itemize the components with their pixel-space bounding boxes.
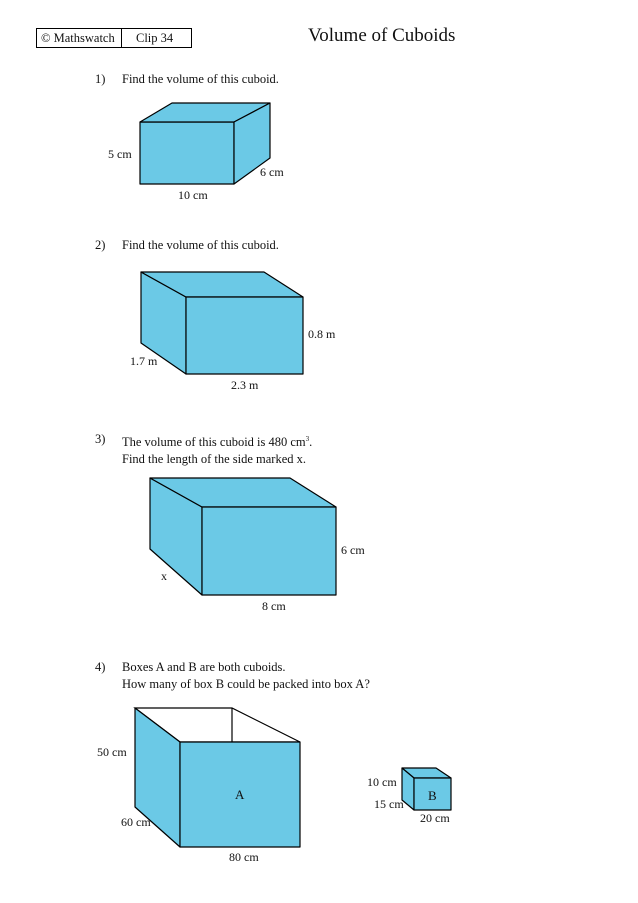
q3-length-label: 8 cm [262, 599, 286, 613]
question-4-line-2: How many of box B could be packed into box A? [122, 677, 370, 691]
question-1-text: Find the volume of this cuboid. [122, 72, 279, 86]
page-title: Volume of Cuboids [308, 25, 456, 46]
question-2-text: Find the volume of this cuboid. [122, 238, 279, 252]
box-b-length-label: 20 cm [420, 811, 450, 825]
cuboid-1-front [140, 122, 234, 184]
box-b-name: B [428, 788, 437, 803]
question-4-number: 4) [95, 660, 106, 674]
box-b-height-label: 10 cm [367, 775, 397, 789]
question-3-text [122, 431, 312, 468]
box-b [402, 768, 451, 810]
q1-height-label: 5 cm [108, 147, 132, 161]
box-a-length-label: 80 cm [229, 850, 259, 864]
q2-length-label: 2.3 m [231, 378, 259, 392]
q3-height-label: 6 cm [341, 543, 365, 557]
question-3-line-2: Find the length of the side marked x. [122, 452, 306, 466]
cuboid-2-front [186, 297, 303, 374]
box-a-height-label: 50 cm [97, 745, 127, 759]
q1-depth-label: 6 cm [260, 165, 284, 179]
question-3-line-1: The volume of this cuboid is 480 $cm^3$. [122, 435, 313, 449]
q3-depth-label: x [161, 569, 167, 583]
cuboid-2 [141, 272, 303, 374]
box-a-depth-label: 60 cm [121, 815, 151, 829]
question-3-number: 3) [95, 432, 106, 446]
box-a [135, 708, 300, 847]
q2-depth-label: 1.7 m [130, 354, 158, 368]
question-4-line-1: Boxes A and B are both cuboids. [122, 660, 286, 674]
cuboid-1 [140, 103, 270, 184]
cuboid-3 [150, 478, 336, 595]
cuboid-3-front [202, 507, 336, 595]
box-a-name: A [235, 787, 245, 802]
clip-label: Clip 34 [136, 30, 174, 45]
copyright-label: © Mathswatch [37, 29, 122, 47]
question-2-number: 2) [95, 238, 106, 252]
question-1-number: 1) [95, 72, 106, 86]
box-b-depth-label: 15 cm [374, 797, 404, 811]
q2-height-label: 0.8 m [308, 327, 336, 341]
q1-length-label: 10 cm [178, 188, 208, 202]
question-4-text [122, 659, 370, 693]
